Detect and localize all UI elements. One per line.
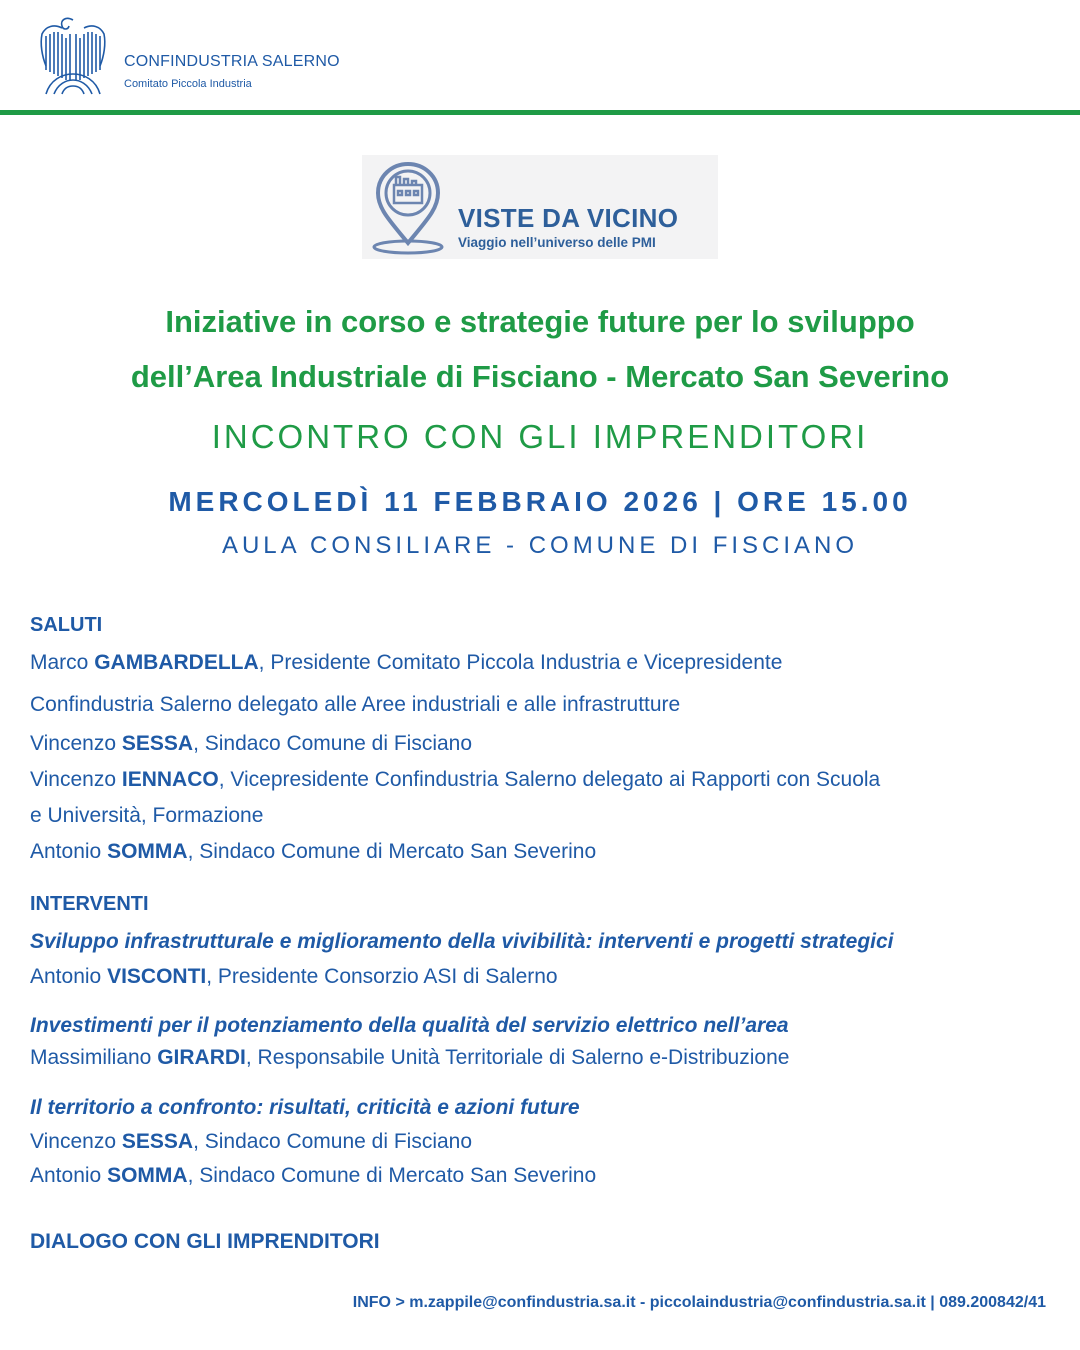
speaker-last-name: VISCONTI: [107, 965, 207, 988]
speaker-role: , Sindaco Comune di Mercato San Severino: [187, 840, 597, 863]
speaker-role: e Università, Formazione: [30, 804, 264, 827]
speaker-first-name: Vincenzo: [30, 768, 122, 791]
interventi-heading: INTERVENTI: [30, 893, 149, 915]
factory-pin-icon: [368, 159, 448, 255]
speaker-last-name: IENNACO: [121, 768, 219, 791]
org-name: CONFINDUSTRIA SALERNO: [124, 53, 340, 70]
closing-heading: DIALOGO CON GLI IMPRENDITORI: [30, 1230, 380, 1253]
saluti-line: [30, 651, 782, 675]
header-divider: [0, 110, 1080, 115]
event-title-line1: Iniziative in corso e strategie future per lo sviluppo: [165, 304, 915, 339]
speaker-line: [30, 965, 558, 989]
speaker-last-name: SOMMA: [107, 1164, 188, 1187]
badge-title: VISTE DA VICINO: [458, 203, 679, 233]
contact-info: INFO > m.zappile@confindustria.sa.it - piccolaindustria@confindustria.sa.it | 089.200842/41: [352, 1294, 1046, 1311]
event-title-line2: dell’Area Industriale di Fisciano - Mercato San Severino: [130, 359, 950, 394]
speaker-role: , Sindaco Comune di Fisciano: [193, 1130, 473, 1153]
speaker-role: Confindustria Salerno delegato alle Aree industriali e alle infrastrutture: [30, 693, 681, 716]
speaker-last-name: SESSA: [121, 1130, 194, 1153]
speaker-line: [30, 1164, 596, 1188]
speaker-role: , Vicepresidente Confindustria Salerno delegato ai Rapporti con Scuola: [218, 768, 881, 791]
speaker-role: , Sindaco Comune di Fisciano: [193, 732, 473, 755]
viste-da-vicino-badge: [362, 155, 718, 259]
speaker-first-name: Antonio: [30, 1164, 108, 1187]
badge-subtitle: Viaggio nell’universo delle PMI: [458, 235, 656, 250]
speaker-first-name: Vincenzo: [30, 1130, 122, 1153]
eagle-logo-icon: [36, 14, 110, 98]
speaker-role: , Responsabile Unità Territoriale di Salerno e-Distribuzione: [245, 1046, 790, 1069]
saluti-line: [30, 804, 263, 828]
speaker-first-name: Massimiliano: [30, 1046, 158, 1069]
saluti-heading: SALUTI: [30, 614, 103, 636]
event-date: MERCOLEDÌ 11 FEBBRAIO 2026 | ORE 15.00: [168, 486, 912, 517]
speaker-first-name: Marco: [30, 651, 95, 674]
header: [0, 0, 1080, 112]
speaker-line: [30, 1046, 789, 1070]
speaker-last-name: SESSA: [121, 732, 194, 755]
speaker-role: , Presidente Consorzio ASI di Salerno: [206, 965, 558, 988]
saluti-line: [30, 732, 472, 756]
speaker-role: , Presidente Comitato Piccola Industria e Vicepresidente: [258, 651, 783, 674]
speaker-last-name: SOMMA: [107, 840, 188, 863]
speaker-last-name: GAMBARDELLA: [94, 651, 259, 674]
saluti-line: [30, 768, 880, 792]
speaker-first-name: Antonio: [30, 840, 108, 863]
speaker-last-name: GIRARDI: [157, 1046, 246, 1069]
saluti-line: [30, 693, 680, 717]
event-subtitle: INCONTRO CON GLI IMPRENDITORI: [211, 418, 869, 455]
event-venue: AULA CONSILIARE - COMUNE DI FISCIANO: [221, 532, 859, 559]
saluti-line: [30, 840, 596, 864]
speaker-role: , Sindaco Comune di Mercato San Severino: [187, 1164, 597, 1187]
topic-title: Il territorio a confronto: risultati, criticità e azioni future: [30, 1096, 580, 1119]
org-subtitle: Comitato Piccola Industria: [124, 78, 252, 90]
topic-title: Sviluppo infrastrutturale e miglioramento della vivibilità: interventi e progetti strategici: [30, 930, 894, 953]
speaker-line: [30, 1130, 472, 1154]
speaker-first-name: Vincenzo: [30, 732, 122, 755]
topic-title: Investimenti per il potenziamento della qualità del servizio elettrico nell’area: [30, 1014, 789, 1037]
speaker-first-name: Antonio: [30, 965, 108, 988]
